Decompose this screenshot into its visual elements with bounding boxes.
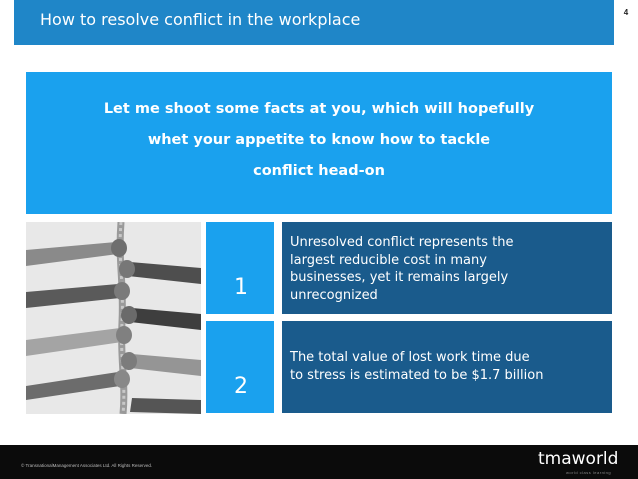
fact-2-line-2: to stress is estimated to be $1.7 billion (290, 367, 544, 383)
fact-number-box-2 (206, 321, 274, 413)
logo-text: tmaworld (538, 449, 619, 469)
intro-box (26, 72, 612, 214)
copyright-text: © TransnationalManagement Associates Ltd. All Rights Reserved. (21, 463, 153, 468)
fact-2-line-1: The total value of lost work time due (290, 350, 530, 365)
fact-number-1: 1 (234, 275, 248, 300)
logo-subtitle: world class learning (566, 470, 612, 475)
fact-1-line-2: largest reducible cost in many (290, 252, 487, 268)
fact-1-line-3: businesses, yet it remains largely (290, 270, 509, 285)
header-bar (14, 0, 614, 45)
hands-pulling-rope-image (26, 222, 201, 414)
fact-box-1 (282, 222, 612, 314)
page-number: 4 (623, 8, 629, 17)
fact-text-2 (290, 349, 604, 384)
intro-text (46, 94, 592, 187)
fact-text-1 (290, 234, 604, 304)
tmaworld-logo (538, 449, 632, 477)
fact-number-box-1 (206, 222, 274, 314)
intro-line-3: conflict head-on (253, 163, 385, 179)
footer-bar (0, 445, 638, 479)
fact-box-2 (282, 321, 612, 413)
intro-line-2: whet your appetite to know how to tackle (147, 132, 491, 148)
fact-1-line-1: Unresolved conflict represents the (290, 235, 514, 250)
fact-number-2: 2 (234, 374, 248, 399)
fact-1-line-4: unrecognized (290, 287, 378, 303)
slide-title: How to resolve conflict in the workplace (40, 10, 361, 29)
intro-line-1: Let me shoot some facts at you, which will hopefully (103, 101, 535, 117)
